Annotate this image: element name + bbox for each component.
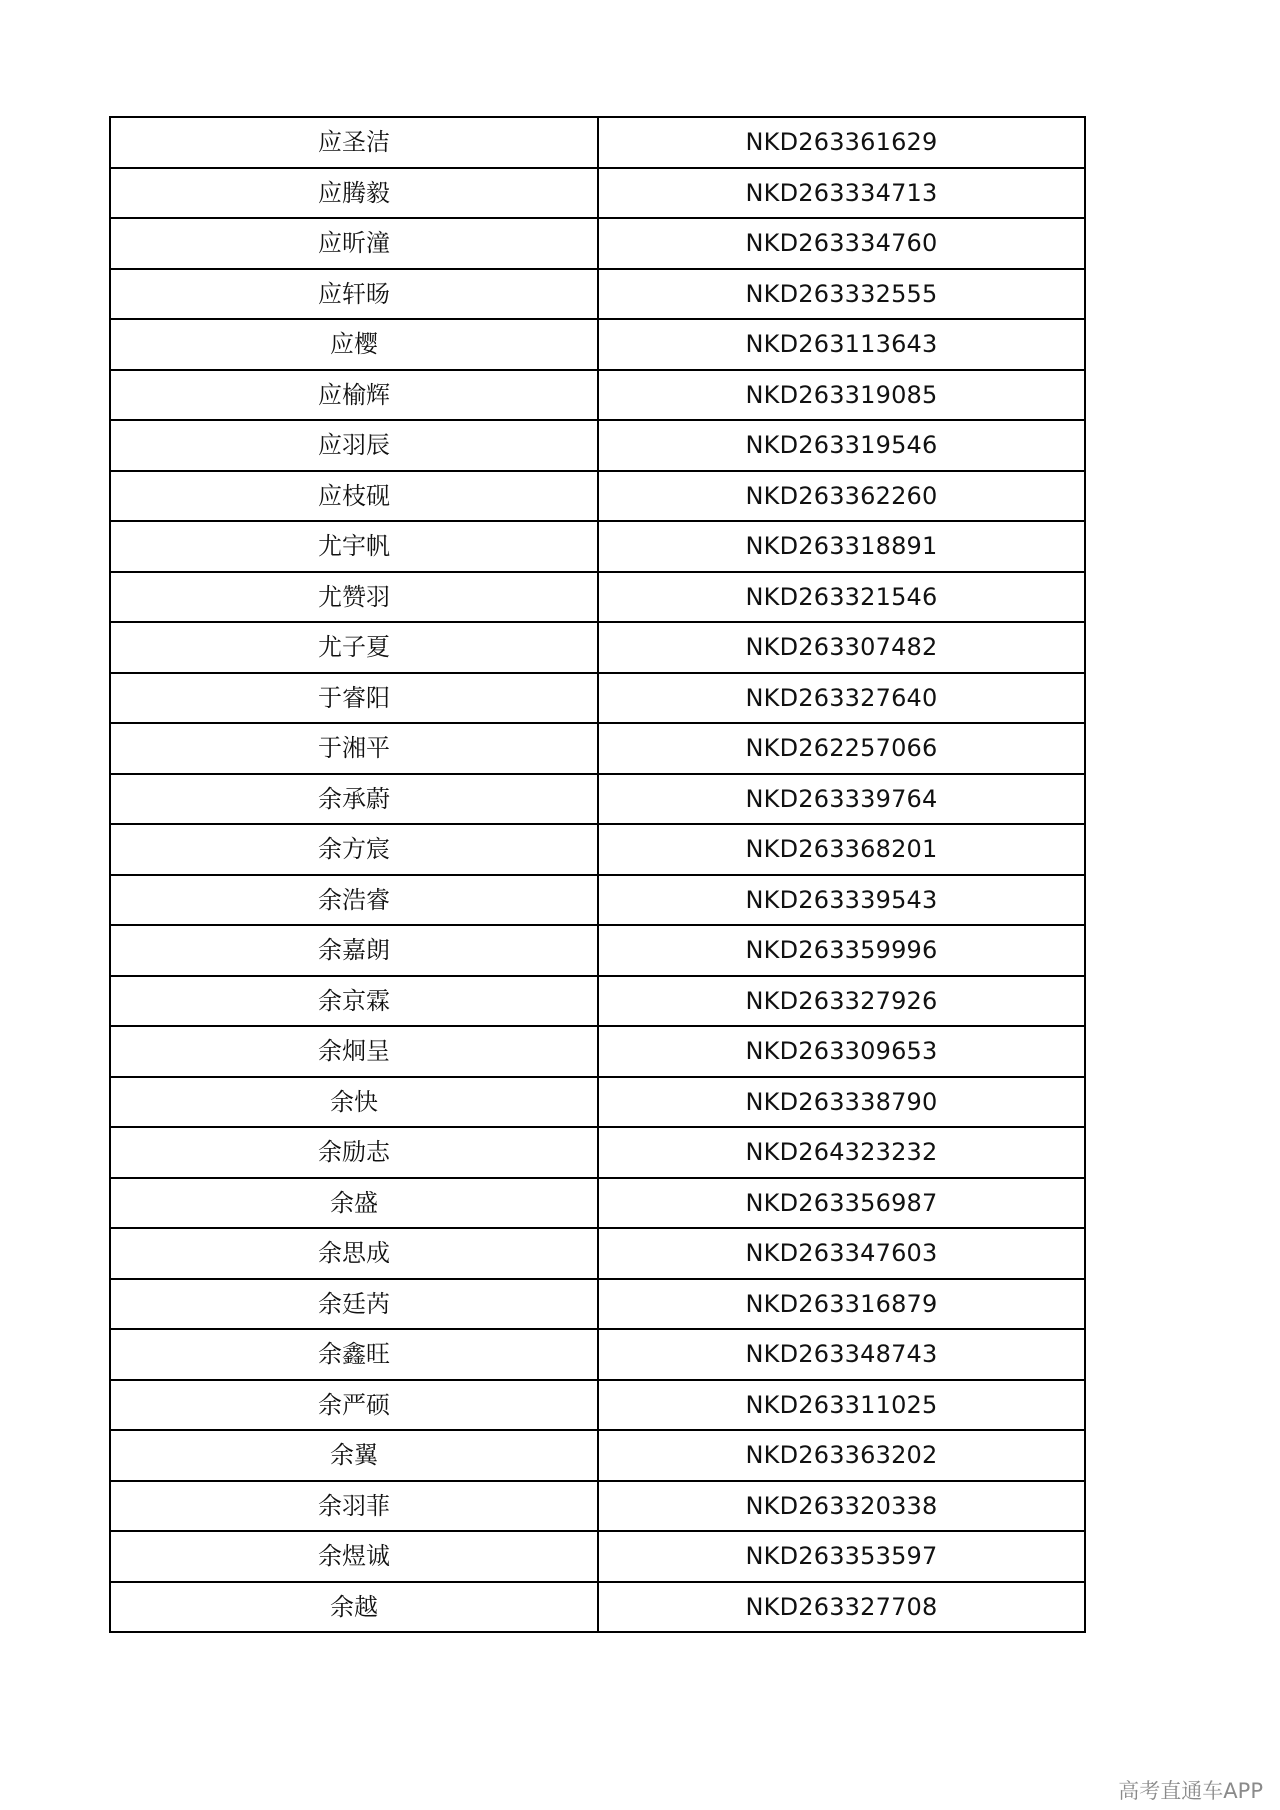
name-cell: 余承蔚	[110, 774, 598, 825]
roster-table	[109, 116, 1086, 1633]
table-row	[110, 370, 1085, 421]
id-cell: NKD263316879	[598, 1279, 1085, 1330]
name-cell: 余励志	[110, 1127, 598, 1178]
id-cell: NKD263339543	[598, 875, 1085, 926]
name-cell: 余浩睿	[110, 875, 598, 926]
id-cell: NKD263347603	[598, 1228, 1085, 1279]
name-cell: 尤子夏	[110, 622, 598, 673]
table-row	[110, 1026, 1085, 1077]
name-cell: 余京霖	[110, 976, 598, 1027]
table-row	[110, 1481, 1085, 1532]
table-row	[110, 1329, 1085, 1380]
table-row	[110, 1430, 1085, 1481]
id-cell: NKD263319085	[598, 370, 1085, 421]
name-cell: 应腾毅	[110, 168, 598, 219]
id-cell: NKD263338790	[598, 1077, 1085, 1128]
table-row	[110, 269, 1085, 320]
id-cell: NKD263327708	[598, 1582, 1085, 1633]
name-cell: 余越	[110, 1582, 598, 1633]
name-cell: 应圣洁	[110, 117, 598, 168]
id-cell: NKD263334760	[598, 218, 1085, 269]
id-cell: NKD263356987	[598, 1178, 1085, 1229]
name-cell: 应榆辉	[110, 370, 598, 421]
name-cell: 余盛	[110, 1178, 598, 1229]
id-cell: NKD263320338	[598, 1481, 1085, 1532]
id-cell: NKD263321546	[598, 572, 1085, 623]
id-cell: NKD263348743	[598, 1329, 1085, 1380]
roster-table-body	[110, 117, 1085, 1632]
id-cell: NKD263368201	[598, 824, 1085, 875]
name-cell: 余廷芮	[110, 1279, 598, 1330]
name-cell: 余严硕	[110, 1380, 598, 1431]
table-row	[110, 218, 1085, 269]
table-row	[110, 572, 1085, 623]
table-row	[110, 319, 1085, 370]
table-row	[110, 1531, 1085, 1582]
id-cell: NKD263307482	[598, 622, 1085, 673]
name-cell: 应昕潼	[110, 218, 598, 269]
table-row	[110, 622, 1085, 673]
name-cell: 余羽菲	[110, 1481, 598, 1532]
table-row	[110, 875, 1085, 926]
id-cell: NKD263363202	[598, 1430, 1085, 1481]
table-row	[110, 673, 1085, 724]
name-cell: 余快	[110, 1077, 598, 1128]
table-row	[110, 723, 1085, 774]
name-cell: 余煜诚	[110, 1531, 598, 1582]
id-cell: NKD263359996	[598, 925, 1085, 976]
watermark: 高考直通车APP	[1118, 1779, 1263, 1803]
id-cell: NKD263361629	[598, 117, 1085, 168]
id-cell: NKD263327926	[598, 976, 1085, 1027]
id-cell: NKD262257066	[598, 723, 1085, 774]
table-row	[110, 1279, 1085, 1330]
table-row	[110, 1127, 1085, 1178]
table-row	[110, 168, 1085, 219]
name-cell: 余思成	[110, 1228, 598, 1279]
name-cell: 余方宸	[110, 824, 598, 875]
name-cell: 应枝砚	[110, 471, 598, 522]
id-cell: NKD263318891	[598, 521, 1085, 572]
name-cell: 余鑫旺	[110, 1329, 598, 1380]
table-row	[110, 117, 1085, 168]
name-cell: 尤宇帆	[110, 521, 598, 572]
name-cell: 尤赞羽	[110, 572, 598, 623]
table-row	[110, 1228, 1085, 1279]
name-cell: 余翼	[110, 1430, 598, 1481]
table-row	[110, 1077, 1085, 1128]
name-cell: 应轩旸	[110, 269, 598, 320]
table-row	[110, 925, 1085, 976]
table-row	[110, 521, 1085, 572]
name-cell: 应樱	[110, 319, 598, 370]
id-cell: NKD263113643	[598, 319, 1085, 370]
name-cell: 余嘉朗	[110, 925, 598, 976]
table-row	[110, 471, 1085, 522]
table-row	[110, 824, 1085, 875]
id-cell: NKD263339764	[598, 774, 1085, 825]
table-row	[110, 420, 1085, 471]
id-cell: NKD263309653	[598, 1026, 1085, 1077]
name-cell: 于睿阳	[110, 673, 598, 724]
table-row	[110, 1178, 1085, 1229]
id-cell: NKD263334713	[598, 168, 1085, 219]
name-cell: 余炯呈	[110, 1026, 598, 1077]
id-cell: NKD263353597	[598, 1531, 1085, 1582]
table-row	[110, 976, 1085, 1027]
id-cell: NKD263319546	[598, 420, 1085, 471]
name-cell: 于湘平	[110, 723, 598, 774]
name-cell: 应羽辰	[110, 420, 598, 471]
id-cell: NKD263362260	[598, 471, 1085, 522]
table-row	[110, 1380, 1085, 1431]
id-cell: NKD263327640	[598, 673, 1085, 724]
id-cell: NKD264323232	[598, 1127, 1085, 1178]
id-cell: NKD263332555	[598, 269, 1085, 320]
table-row	[110, 1582, 1085, 1633]
table-row	[110, 774, 1085, 825]
id-cell: NKD263311025	[598, 1380, 1085, 1431]
